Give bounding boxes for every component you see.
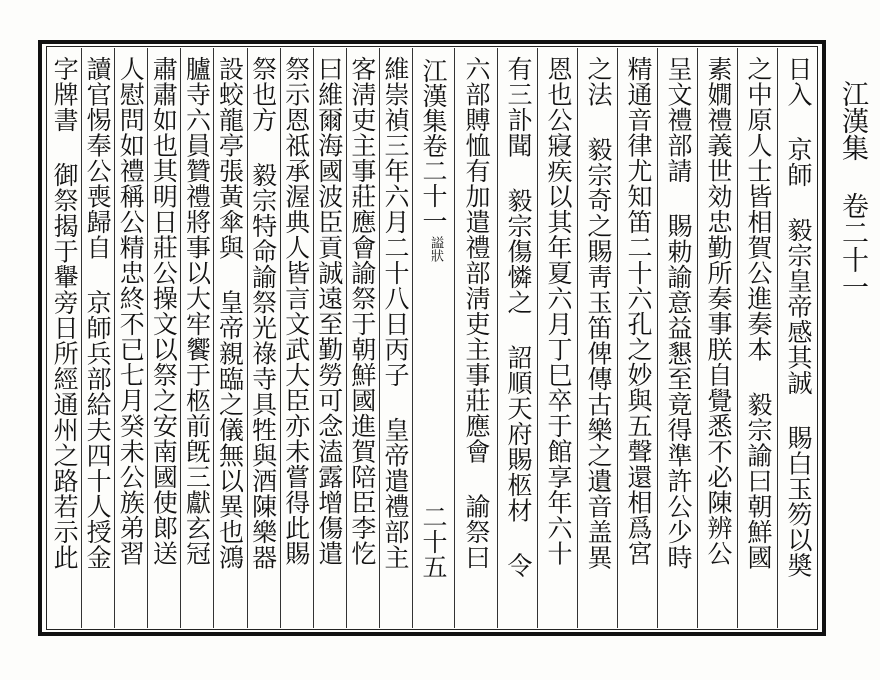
text-column-1: 日入 京師 毅宗皇帝感其誠 賜白玉笏以奬 — [784, 56, 813, 578]
text-column-14: 祭也方 毅宗特命諭祭光祿寺具牲與酒陳樂器 — [248, 56, 278, 570]
column-rule — [346, 48, 347, 628]
text-column-4: 呈文禮部請 賜勅諭意益懇至竟得準許公少時 — [664, 56, 693, 570]
column-rule — [313, 48, 314, 628]
fold-page-number: 二十五 — [419, 504, 448, 579]
text-column-18: 人慰問如禮稱公精忠終不已七月癸未公族弟習 — [116, 56, 146, 566]
column-rule — [497, 48, 498, 628]
text-column-9: 六部賻恤有加遣禮部淸吏主事莊應會 諭祭曰 — [462, 56, 491, 570]
text-column-15: 設蛟龍亭張黃傘與 皇帝親臨之儀無以異也鴻 — [215, 56, 245, 570]
text-column-7: 恩也公寢疾以其年夏六月丁巳卒于館享年六十 — [544, 56, 573, 566]
fold-section-label: 謚狀 — [428, 236, 443, 262]
text-column-19: 讀官惕奉公喪歸自 京師兵部給夫四十人授金 — [83, 56, 113, 570]
text-column-16: 臚寺六員贊禮將事以大牢饗于柩前旣三獻玄冠 — [182, 56, 212, 566]
text-column-13: 祭示恩祗承渥典人皆言文武大臣亦未嘗得此賜 — [281, 56, 311, 566]
column-rule — [180, 48, 181, 628]
text-column-8: 有三訃聞 毅宗傷憐之 詔順天府賜柩材 令 — [504, 56, 533, 578]
column-rule — [247, 48, 248, 628]
fold-rule-right — [454, 48, 455, 628]
column-rule — [280, 48, 281, 628]
column-rule — [379, 48, 380, 628]
column-rule — [213, 48, 214, 628]
text-column-20: 字牌書 御祭揭于轝旁日所經通州之路若示此 — [50, 56, 80, 570]
column-rule — [147, 48, 148, 628]
margin-title: 江漢集 卷二十一 — [837, 80, 868, 300]
text-column-12: 曰維爾海國波臣貢誠遠至勤勞可念溘露增傷遣 — [314, 56, 344, 566]
text-column-5: 精通音律尤知笛二十六孔之妙與五聲還相爲宮 — [624, 56, 653, 566]
column-rule — [81, 48, 82, 628]
text-column-3: 素嫺禮義世効忠勤所奏事朕自覺悉不必陳辨公 — [704, 56, 733, 566]
text-column-17: 肅肅如也其明日莊公操文以祭之安南國使郞送 — [149, 56, 179, 566]
text-column-11: 客淸吏主事莊應會諭祭于朝鮮國進賀陪臣李忔 — [347, 56, 377, 566]
fold-title: 江漢集卷二十一 — [419, 58, 448, 233]
text-column-6: 之法 毅宗奇之賜靑玉笛俾傳古樂之遺音盖異 — [584, 56, 613, 570]
text-column-2: 之中原人士皆相賀公進奏本 毅宗諭曰朝鮮國 — [744, 56, 773, 570]
column-rule — [114, 48, 115, 628]
fold-rule-left — [412, 48, 413, 628]
fold-center — [415, 58, 451, 618]
text-column-10: 維崇禎三年六月二十八日丙子 皇帝遣禮部主 — [380, 56, 410, 570]
